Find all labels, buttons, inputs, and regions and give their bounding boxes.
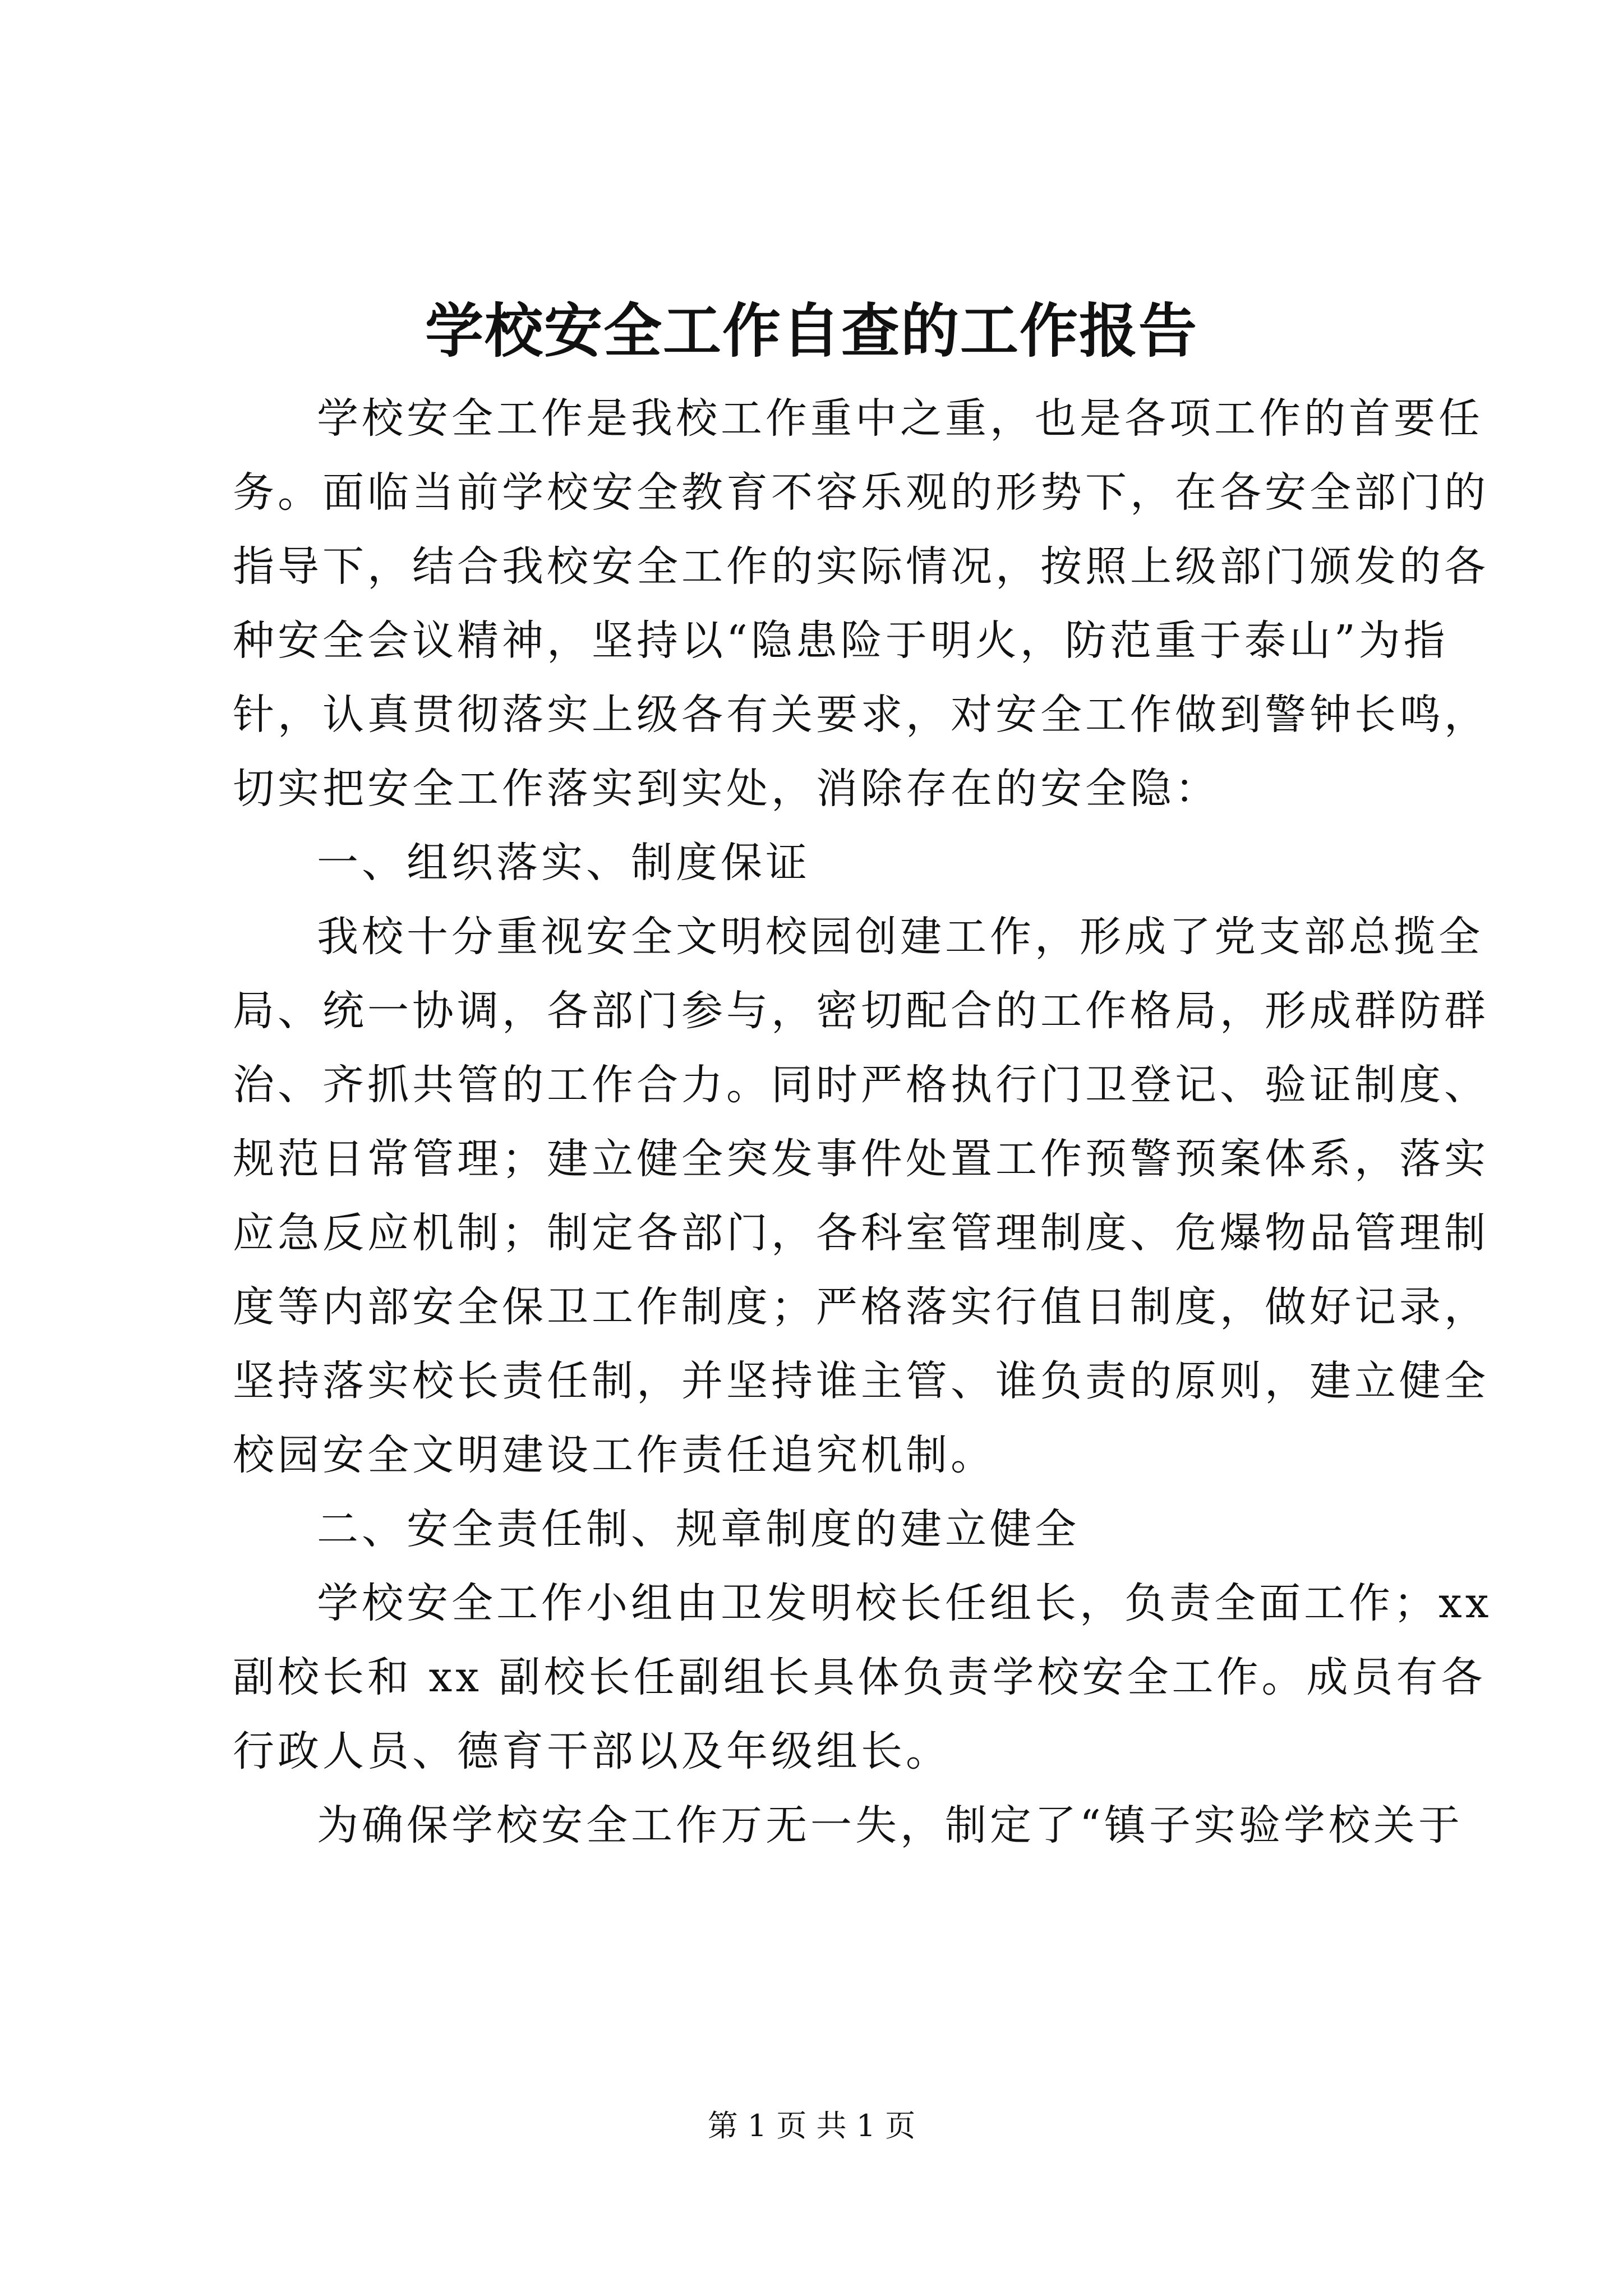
paragraph-line: 为确保学校安全工作万无一失，制定了“镇子实验学校关于 <box>317 1801 1463 1849</box>
paragraph-line: 务。面临当前学校安全教育不容乐观的形势下，在各安全部门的 <box>233 468 1489 517</box>
paragraph-line: 副校长和 xx 副校长任副组长具体负责学校安全工作。成员有各 <box>233 1653 1486 1701</box>
section-heading-2: 二、安全责任制、规章制度的建立健全 <box>317 1505 1080 1553</box>
paragraph-line: 规范日常管理；建立健全突发事件处置工作预警预案体系，落实 <box>233 1135 1489 1183</box>
paragraph-line: 学校安全工作小组由卫发明校长任组长，负责全面工作；xx <box>317 1579 1492 1627</box>
paragraph-line: 切实把安全工作落实到实处，消除存在的安全隐： <box>233 765 1220 813</box>
paragraph-line: 学校安全工作是我校工作重中之重，也是各项工作的首要任 <box>317 394 1483 443</box>
document-title: 学校安全工作自查的工作报告 <box>425 296 1198 365</box>
paragraph-line: 指导下，结合我校安全工作的实际情况，按照上级部门颁发的各 <box>233 542 1489 591</box>
section-heading-1: 一、组织落实、制度保证 <box>317 839 810 887</box>
paragraph-line: 行政人员、德育干部以及年级组长。 <box>233 1727 951 1775</box>
paragraph-line: 校园安全文明建设工作责任追究机制。 <box>233 1431 995 1479</box>
paragraph-line: 针，认真贯彻落实上级各有关要求，对安全工作做到警钟长鸣， <box>233 691 1489 739</box>
paragraph-line: 度等内部安全保卫工作制度；严格落实行值日制度，做好记录， <box>233 1283 1489 1331</box>
paragraph-line: 我校十分重视安全文明校园创建工作，形成了党支部总揽全 <box>317 913 1483 961</box>
paragraph-line: 应急反应机制；制定各部门，各科室管理制度、危爆物品管理制 <box>233 1209 1489 1257</box>
page-number-footer: 第 1 页 共 1 页 <box>707 2108 916 2143</box>
paragraph-line: 种安全会议精神，坚持以“隐患险于明火，防范重于泰山”为指 <box>233 616 1449 665</box>
paragraph-line: 治、齐抓共管的工作合力。同时严格执行门卫登记、验证制度、 <box>233 1061 1489 1109</box>
paragraph-line: 局、统一协调，各部门参与，密切配合的工作格局，形成群防群 <box>233 987 1489 1035</box>
document-body <box>233 381 1492 1862</box>
paragraph-line: 坚持落实校长责任制，并坚持谁主管、谁负责的原则，建立健全 <box>233 1357 1489 1405</box>
